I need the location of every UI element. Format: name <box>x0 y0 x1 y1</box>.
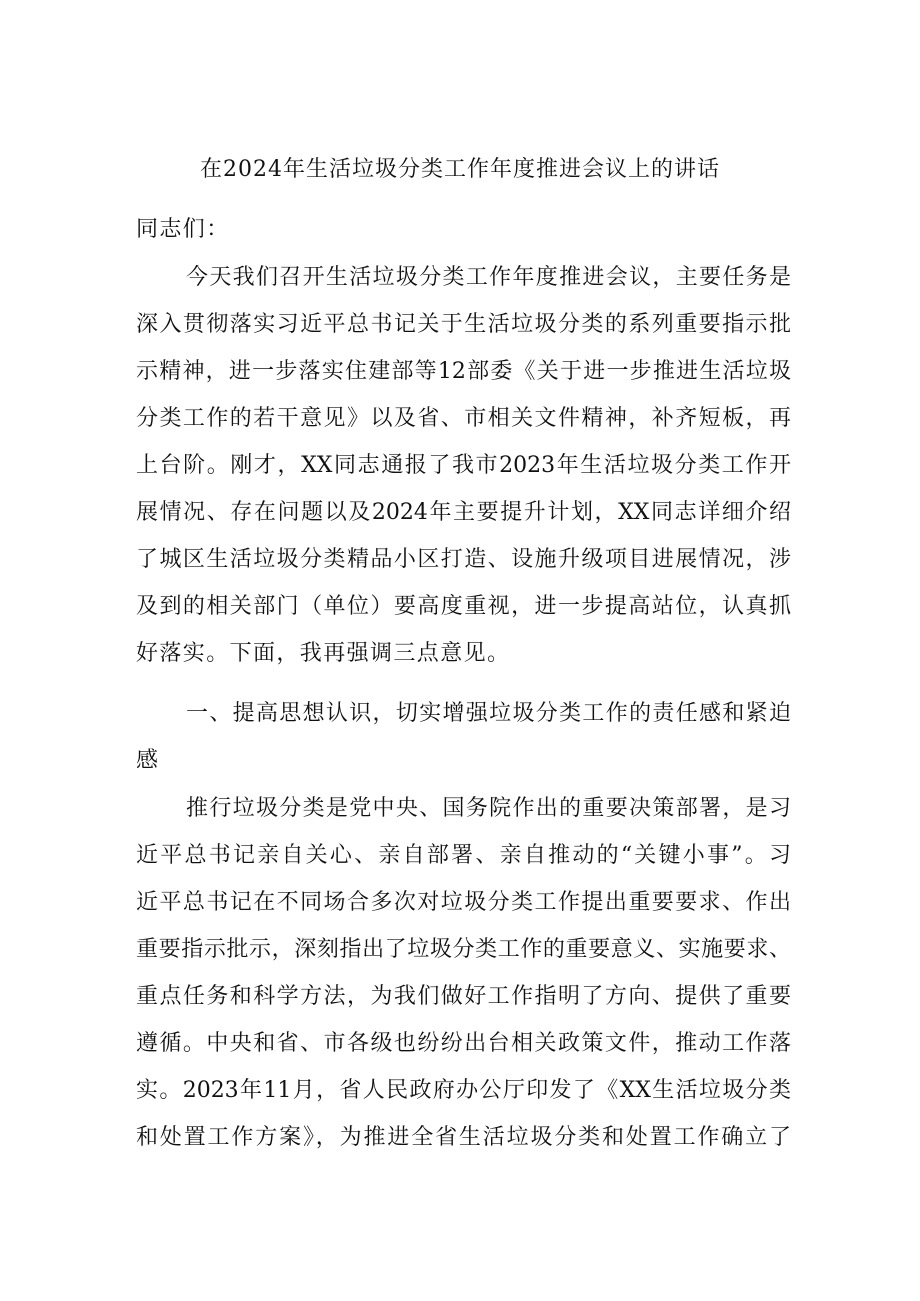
paragraph-line: 推行垃圾分类是党中央、国务院作出的重要决策部署，是习 <box>186 796 791 821</box>
paragraph-line: 展情况、存在问题以及2024年主要提升计划，XX同志详细介绍 <box>136 500 791 525</box>
paragraph-line: 好落实。下面，我再强调三点意见。 <box>136 641 511 666</box>
section-heading-line: 一、提高思想认识，切实增强垃圾分类工作的责任感和紧迫 <box>186 701 791 726</box>
paragraph-line: 上台阶。刚才，XX同志通报了我市2023年生活垃圾分类工作开 <box>136 453 791 478</box>
paragraph-line: 今天我们召开生活垃圾分类工作年度推进会议，主要任务是 <box>186 265 791 290</box>
paragraph-line: 和处置工作方案》，为推进全省生活垃圾分类和处置工作确立了 <box>136 1125 791 1150</box>
paragraph-line: 重要指示批示，深刻指出了垃圾分类工作的重要意义、实施要求、 <box>136 937 791 962</box>
salutation: 同志们： <box>136 217 230 242</box>
paragraph-line: 实。2023年11月，省人民政府办公厅印发了《XX生活垃圾分类 <box>136 1078 791 1103</box>
document-title: 在2024年生活垃圾分类工作年度推进会议上的讲话 <box>200 157 720 182</box>
paragraph-line: 及到的相关部门（单位）要高度重视，进一步提高站位，认真抓 <box>136 594 791 619</box>
paragraph-line: 遵循。中央和省、市各级也纷纷出台相关政策文件，推动工作落 <box>136 1031 791 1056</box>
paragraph-line: 近平总书记在不同场合多次对垃圾分类工作提出重要要求、作出 <box>136 890 791 915</box>
paragraph-line: 了城区生活垃圾分类精品小区打造、设施升级项目进展情况，涉 <box>136 547 791 572</box>
paragraph-line: 深入贯彻落实习近平总书记关于生活垃圾分类的系列重要指示批 <box>136 312 791 337</box>
paragraph-line: 分类工作的若干意见》以及省、市相关文件精神，补齐短板，再 <box>136 406 791 431</box>
paragraph-line: 示精神，进一步落实住建部等12部委《关于进一步推进生活垃圾 <box>136 359 791 384</box>
paragraph-line: 近平总书记亲自关心、亲自部署、亲自推动的“关键小事”。习 <box>136 843 791 868</box>
section-heading-line: 感 <box>136 748 160 773</box>
paragraph-line: 重点任务和科学方法，为我们做好工作指明了方向、提供了重要 <box>136 984 791 1009</box>
